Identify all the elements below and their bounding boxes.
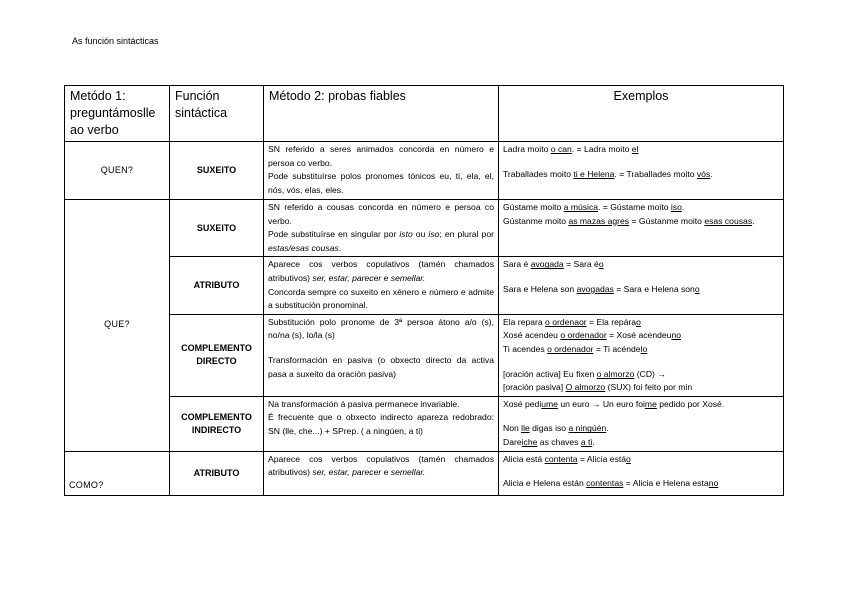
column-header-function: Función sintáctica	[170, 86, 264, 142]
method-text: SN referido a cousas concorda en número e persoa co verbo.	[268, 202, 494, 226]
method-cell	[264, 257, 499, 314]
example-text: Ladra moito o can. = Ladra moito el	[503, 144, 639, 154]
examples-cell	[499, 142, 784, 200]
table-row	[65, 257, 784, 314]
header-row	[65, 86, 784, 142]
examples-cell	[499, 200, 784, 257]
example-text: Traballades moito ti e Helena. = Traballades moito vós.	[503, 168, 713, 179]
method-text: SN referido a seres animados concorda en número e persoa co verbo.	[268, 144, 494, 168]
examples-cell	[499, 451, 784, 495]
method-text: Na transformación á pasiva permanece invariable.	[268, 398, 460, 409]
function-label: COMPLEMENTO INDIRECTO	[170, 396, 264, 451]
method-text: Pode substituírse polos pronomes tónicos eu, ti, ela, el, nós, vós, elas, eles.	[268, 171, 494, 195]
example-text: Sara e Helena son avogadas = Sara e Helena sono	[503, 283, 700, 294]
question-que: QUE?	[65, 200, 170, 452]
example-text: [oración pasiva] O almorzo (SUX) foi feito por min	[503, 382, 693, 393]
method-cell	[264, 200, 499, 257]
method-cell	[264, 142, 499, 200]
function-label: ATRIBUTO	[170, 257, 264, 314]
method-text: Pode substituírse en singular por isto ou iso; en plural por estas/esas cousas.	[268, 229, 494, 253]
page-title: As función sintácticas	[72, 36, 159, 46]
example-text: Alicia está contenta = Alicia estáo	[503, 453, 631, 464]
question-como: COMO?	[65, 451, 170, 495]
table-row	[65, 314, 784, 396]
column-header-examples: Exemplos	[499, 86, 784, 142]
example-text: Sara é avogada = Sara éo	[503, 259, 604, 270]
syntactic-functions-table	[64, 85, 784, 496]
function-label: ATRIBUTO	[170, 451, 264, 495]
method-text: Aparece cos verbos copulativos (tamén chamados atributivos) ser, estar, parecer e semellar.	[268, 259, 494, 283]
question-quen: QUEN?	[65, 142, 170, 200]
table-row	[65, 451, 784, 495]
example-text: Non lle digas iso a ningúén.	[503, 423, 609, 434]
example-text: Xosé pediume un euro → Un euro foime pedido por Xosé.	[503, 398, 725, 409]
method-text: Substitución polo pronome de 3ª persoa átono a/o (s), no/na (s), lo/la (s)	[268, 316, 494, 341]
examples-cell	[499, 314, 784, 396]
examples-cell	[499, 257, 784, 314]
method-text: Concorda sempre co suxeito en xénero e número e admite a substitución pronominal.	[268, 286, 494, 311]
example-text: Ela repara o ordenaor = Ela repárao	[503, 316, 641, 327]
table-row	[65, 200, 784, 257]
function-label: SUXEITO	[170, 200, 264, 257]
column-header-method1: Metódo 1: preguntámoslle ao verbo	[65, 86, 170, 142]
example-text: Ti acendes o ordenador = Ti acéndelo	[503, 343, 648, 354]
method-text: Transformación en pasiva (o obxecto directo da activa pasa a suxeito da oración pasiva)	[268, 354, 494, 379]
table-row	[65, 142, 784, 200]
table-row	[65, 396, 784, 451]
method-text: É frecuente que o obxecto indirecto apareza redobrado: SN (lle, che...) + SPrep. ( a ningúen, a ti)	[268, 412, 494, 436]
method-cell	[264, 314, 499, 396]
method-cell	[264, 396, 499, 451]
column-header-method2: Método 2: probas fiables	[264, 86, 499, 142]
example-text: Gústame moito a música. = Gústame moito iso.	[503, 202, 685, 212]
example-text: [oración activa] Eu fixen o almorzo (CD) →	[503, 368, 666, 379]
examples-cell	[499, 396, 784, 451]
method-text: Aparece cos verbos copulativos (tamén chamados atributivos) ser, estar, parecer e semellar.	[268, 453, 494, 478]
method-cell	[264, 451, 499, 495]
example-text: Dareiche as chaves a ti.	[503, 436, 595, 447]
example-text: Alicia e Helena están contentas = Alicia e Helena estano	[503, 478, 719, 489]
function-label: COMPLEMENTO DIRECTO	[170, 314, 264, 396]
example-text: Gústanme moito as mazas agres = Gústanme moito esas cousas.	[503, 215, 755, 226]
function-label: SUXEITO	[170, 142, 264, 200]
example-text: Xosé acendeu o ordenador = Xosé acendeuno	[503, 330, 682, 341]
